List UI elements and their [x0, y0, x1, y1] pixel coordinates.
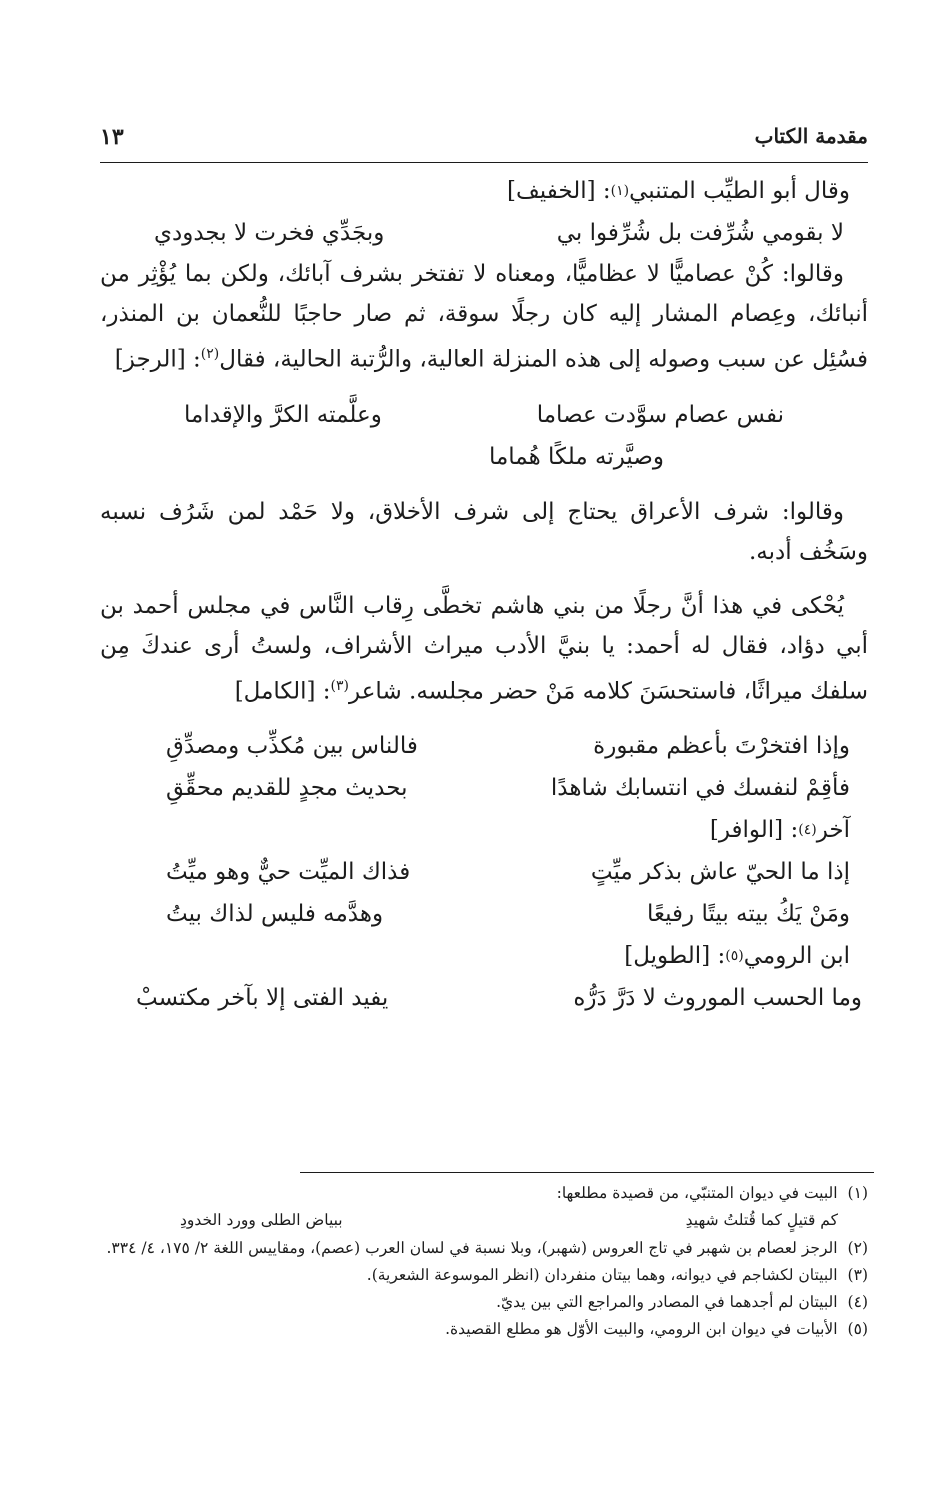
footnote-ref-2: (٢) — [200, 346, 220, 362]
meter-label: : [الكامل] — [234, 678, 331, 705]
footnote-verse — [100, 1209, 868, 1231]
footnote-ref-5: (٥) — [725, 948, 744, 965]
footnote-number: (٢) — [847, 1239, 868, 1257]
hemistich-second: وبجَدِّي فخرت لا بجدودي — [154, 220, 385, 246]
hemistich-first: إذا ما الحيّ عاش بذكر ميِّتٍ — [590, 859, 850, 886]
footnote-number: (٥) — [847, 1320, 868, 1338]
footnote-text: البيتان لم أجدهما في المصادر والمراجع التي بين يديّ. — [496, 1293, 838, 1311]
footnote — [100, 1182, 868, 1204]
footnote-rule — [300, 1172, 874, 1173]
header-rule — [100, 162, 868, 163]
hemistich-second: فذاك الميِّت حيٌّ وهو ميِّتُ — [166, 859, 411, 886]
footnote — [100, 1318, 868, 1340]
hemistich-first: وما الحسب الموروث لا دَرَّ دَرُّه — [573, 985, 862, 1012]
verse-line — [100, 394, 868, 436]
hemistich-second: فالناس بين مُكذِّب ومصدِّقِ — [166, 733, 418, 760]
attribution-line — [100, 935, 868, 977]
hemistich-second: وهدَّمه فليس لذاك بيتُ — [166, 901, 384, 928]
meter-label: : [الوافر] — [709, 817, 799, 844]
footnote-text: البيتان لكشاجم في ديوانه، وهما بيتان منفردان (انظر الموسوعة الشعرية). — [366, 1266, 838, 1284]
footnote-number: (١) — [847, 1184, 868, 1202]
footnote-number: (٤) — [847, 1293, 868, 1311]
footnote-text: الأبيات في ديوان ابن الرومي، والبيت الأوّل هو مطلع القصيدة. — [445, 1320, 838, 1338]
footnote-text: الرجز لعصام بن شهبر في تاج العروس (شهبر)، وبلا نسبة في لسان العرب (عصم)، ومقاييس اللغة ٢/ ١٧٥، ٤/ ٣٣٤. — [106, 1239, 838, 1257]
page-header — [100, 124, 868, 158]
page-number: ١٣ — [100, 124, 124, 150]
verse-line — [100, 725, 868, 767]
footnotes — [100, 1182, 868, 1345]
hemistich-first: فأقِمْ لنفسك في انتسابك شاهدًا — [550, 775, 850, 802]
paragraph — [100, 586, 868, 712]
paragraph-text: يُحْكى في هذا أنَّ رجلًا من بني هاشم تخطَّى رِقاب النَّاس في مجلس أحمد بن أبي دؤاد، فقال له أحمد: يا بنيَّ الأدب ميراث الأشراف، ولستُ أرى عندكَ مِن سلفك ميراثًا، فاستحسَنَ كلامه مَنْ حضر مجلسه. شاعر — [100, 592, 868, 705]
hemistich-first: لا بقومي شُرِّفت بل شُرِّفوا بي — [556, 220, 844, 246]
hemistich-second: بحديث مجدٍ للقديم محقِّقِ — [166, 775, 408, 802]
footnote-ref-4: (٤) — [798, 822, 817, 839]
footnote-number: (٣) — [847, 1266, 868, 1284]
hemistich-first: وصيَّرته ملكًا هُماما — [488, 443, 664, 470]
hemistich-first: وإذا افتخرْتَ بأعظم مقبورة — [593, 733, 850, 760]
main-text — [100, 170, 868, 1019]
footnote — [100, 1264, 868, 1286]
footnote-text: البيت في ديوان المتنبّي، من قصيدة مطلعها: — [556, 1184, 838, 1202]
hemistich-second: وعلَّمته الكرَّ والإقداما — [184, 401, 382, 428]
meter-label: : [الطويل] — [624, 943, 726, 970]
hemistich-second: يفيد الفتى إلا بآخر مكتسبْ — [136, 985, 389, 1012]
hemistich-first: نفس عصام سوَّدت عصاما — [536, 401, 784, 428]
verse-line — [100, 767, 868, 809]
footnote — [100, 1291, 868, 1313]
running-title: مقدمة الكتاب — [754, 124, 868, 148]
attribution-line — [100, 809, 868, 851]
paragraph-text: وقالوا: كُنْ عصاميًّا لا عظاميًّا، ومعناه لا تفتخر بشرف آبائك، ولكن بما يُؤْثِر من أنبائك، وعِصام المشار إليه كان رجلًا سوقة، ثم صار حاجبًا للنُّعمان بن المنذر، فسُئِل عن سبب وصوله إلى هذه المنزلة العالية، والرُّتبة الحالية، فقال — [100, 261, 868, 373]
paragraph: وقالوا: شرف الأعراق يحتاج إلى شرف الأخلاق، ولا حَمْد لمن شَرُف نسبه وسَخُف أدبه. — [100, 498, 868, 565]
hemistich-first: كم قتيلٍ كما قُتلتُ شهيدِ — [685, 1211, 838, 1229]
hemistich-second: ببياض الطلى وورد الخدودِ — [180, 1211, 343, 1229]
intro-line — [100, 170, 868, 212]
verse-line — [100, 893, 868, 935]
hemistich-first: ومَنْ يَكُ بيته بيتًا رفيعًا — [646, 901, 850, 928]
footnote-ref-3: (٣) — [330, 677, 350, 694]
poet-name: آخر — [816, 817, 850, 844]
footnote — [100, 1237, 868, 1259]
intro-text: وقال أبو الطيِّب المتنبي — [629, 178, 850, 204]
verse-line — [100, 212, 868, 254]
footnote-ref-1: (١) — [610, 183, 630, 199]
poet-name: ابن الرومي — [743, 943, 850, 970]
meter-label: : [الرجز] — [114, 346, 201, 373]
verse-line — [100, 977, 868, 1019]
verse-line — [100, 851, 868, 893]
paragraph — [100, 254, 868, 380]
meter-label: : [الخفيف] — [506, 178, 611, 204]
verse-line — [100, 436, 868, 478]
